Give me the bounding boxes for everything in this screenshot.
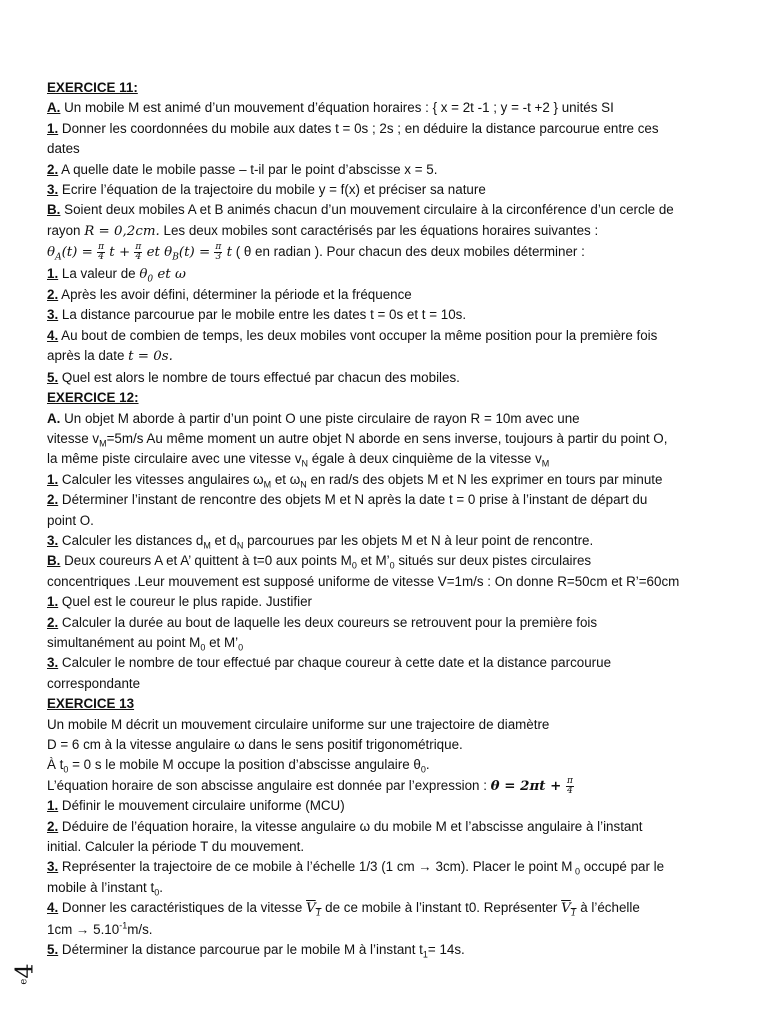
ex12-b-question-2-cont: simultanément au point $M_0$ et $M’_0$ [47,634,244,653]
ex12-b-question-2: 2. Calculer la durée au bout de laquelle les deux coureurs se retrouvent pour la première fois [47,614,598,630]
vector-v1: $V_1$ [561,901,577,919]
exercise-12-title: EXERCICE 12: [47,390,139,406]
ex11-question-1: 1. Donner les coordonnées du mobile aux dates t = 0s ; 2s ; en déduire la distance parcourue entre ces [47,120,659,136]
ex13-equation-line: L’équation horaire de son abscisse angulaire est donnée par l’expression : θ = 2πt + $\frac{\pi}{4}$ [47,775,573,796]
ex13-question-2: 2. Déduire de l’équation horaire, la vitesse angulaire ω du mobile M et l’abscisse angulaire à l’instant [47,818,643,834]
ex11-part-b: B. Soient deux mobiles A et B animés chacun d’un mouvement circulaire à la circonférence d’un cercle de [47,202,674,218]
ex11-equations: $\theta_A(t)$ = $\frac{\pi}{4}$ t + $\frac{\pi}{4}$ et $\theta_B(t)$ = $\frac{\pi}{3}$ t ( θ en radian ). Pour chacun des deux mobiles déterminer : [47,242,585,263]
exercise-11-title: EXERCICE 11: [47,80,138,95]
ex12-part-b: B. Deux coureurs A et A’ quittent à t=0 aux points $M_0$ et $M’_0$ situés sur deux pistes circulaires [47,553,592,572]
ex13-question-5: 5. Déterminer la distance parcourue par le mobile M à l’instant $t_1= 14s$. [47,942,465,960]
ex12-question-1: 1. Calculer les vitesses angulaires $\omega_M$ et $\omega_N$ en rad/s des objets M et N les exprimer en tours par minute [47,471,663,490]
ex13-question-2-cont: initial. Calculer la période T du mouvement. [47,839,305,855]
ex12-question-2: 2. Déterminer l’instant de rencontre des objets M et N après la date t = 0 prise à l’instant de départ du [47,492,648,508]
ex13-question-4-cont: $1cm \to 5.10^{-1}m/s$. [47,920,153,937]
ex13-question-3-cont: mobile à l’instant $t_0$. [47,879,163,898]
ex11-b-question-4-cont: après la date t = 0s. [47,348,173,365]
fraction-pi-over-4: $\frac{\pi}{4}$ [98,242,105,263]
ex12-part-a: A. Un objet M aborde à partir d’un point O une piste circulaire de rayon R = 10m avec une [47,410,580,426]
ex11-question-1-cont: dates [47,141,80,157]
ex12-part-a-line-2: vitesse $v_M=5m/s$ Au même moment un autre objet N aborde en sens inverse, toujours à partir du point O, [47,430,668,449]
vector-v1: $V_1$ [306,901,322,919]
ex11-question-3: 3. Ecrire l’équation de la trajectoire du mobile y = f(x) et préciser sa nature [47,182,486,198]
ex13-line-2: D = 6 cm à la vitesse angulaire ω dans le sens positif trigonométrique. [47,737,463,752]
fraction-pi-over-4: $\frac{\pi}{4}$ [567,775,573,796]
fraction-pi-over-4: $\frac{\pi}{4}$ [135,242,142,263]
ex13-question-1: 1. Définir le mouvement circulaire uniforme (MCU) [47,798,345,814]
ex11-b-question-3: 3. La distance parcourue par le mobile entre les dates t = 0s et t = 10s. [47,307,467,323]
ex11-question-2: 2. A quelle date le mobile passe – t-il par le point d’abscisse x = 5. [47,161,438,177]
exercise-13-title: EXERCICE 13 [47,696,135,712]
ex11-b-question-2: 2. Après les avoir défini, déterminer la période et la fréquence [47,287,412,303]
ex12-b-question-1: 1. Quel est le coureur le plus rapide. Justifier [47,594,312,610]
ex11-b-question-1: 1. La valeur de $\theta_0$ et ω [47,265,186,285]
fraction-pi-over-3: $\frac{\pi}{3}$ [215,242,222,263]
document-body [47,78,727,960]
ex13-question-4: 4. Donner les caractéristiques de la vitesse $V_1$ de ce mobile à l’instant t0. Représenter $V_1$ à l’échelle [47,900,640,919]
ex12-question-3: 3. Calculer les distances $d_M$ et $d_N$ parcourues par les objets M et N à leur point de rencontre. [47,532,594,551]
ex11-b-question-5: 5. Quel est alors le nombre de tours effectué par chacun des mobiles. [47,369,460,385]
ex12-b-question-3-cont: correspondante [47,675,141,691]
ex12-b-question-3: 3. Calculer le nombre de tour effectué par chaque coureur à cette date et la distance parcourue [47,655,612,671]
page-number: $^e$4 [10,963,39,985]
ex13-question-3: 3. Représenter la trajectoire de ce mobile à l’échelle 1/3 (1 cm → 3cm). Placer le point M $_0$ occupé par le [47,859,665,878]
ex12-part-b-cont: concentriques .Leur mouvement est supposé uniforme de vitesse V=1m/s : On donne R=50cm et R’=60cm [47,573,680,589]
ex12-part-a-line-3: la même piste circulaire avec une vitesse $v_N$ égale à deux cinquième de la vitesse $v_M$ [47,451,550,469]
ex13-line-1: Un mobile M décrit un mouvement circulaire uniforme sur une trajectoire de diamètre [47,716,550,732]
ex11-part-b-cont: rayon R = 0,2cm. Les deux mobiles sont caractérisés par les équations horaires suivantes : [47,222,599,239]
ex11-part-a: A. Un mobile M est animé d’un mouvement d’équation horaires : { x = 2t -1 ; y = -t +2 } unités SI [47,100,614,116]
ex13-line-3: À $t_0 = 0$ s le mobile M occupe la position d’abscisse angulaire $\theta_0$. [47,757,430,776]
ex12-question-2-cont: point O. [47,512,94,528]
ex11-b-question-4: 4. Au bout de combien de temps, les deux mobiles vont occuper la même position pour la première fois [47,327,658,343]
